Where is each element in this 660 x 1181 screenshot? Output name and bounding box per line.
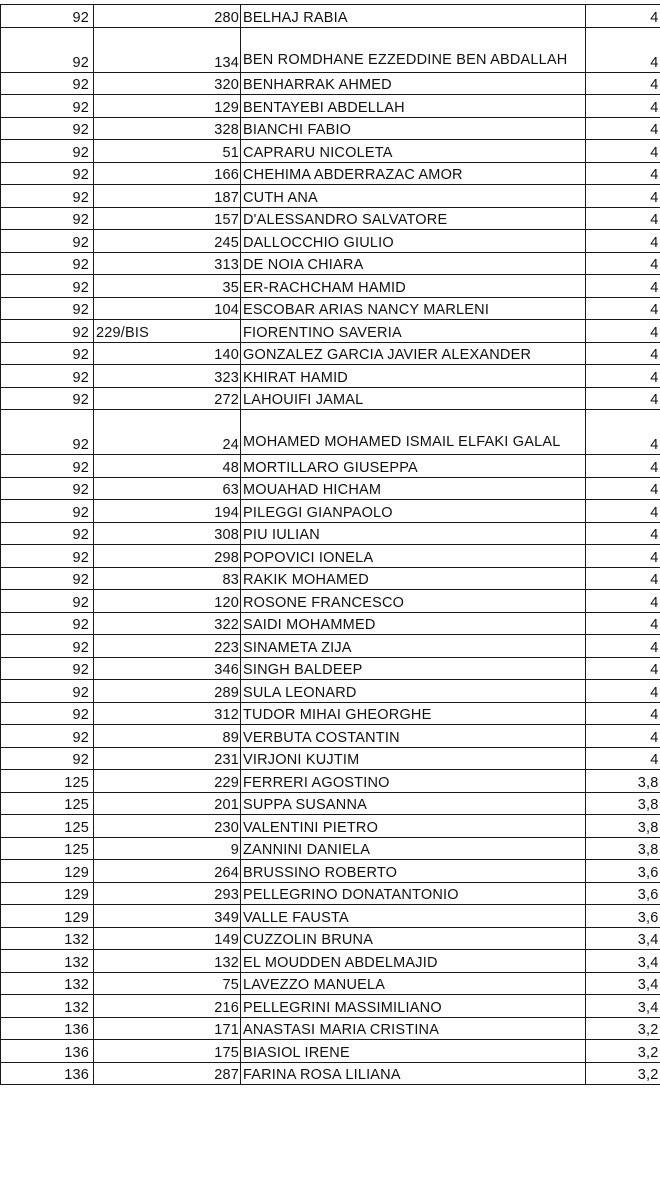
score-cell: 3,6	[586, 882, 660, 905]
table-row	[1, 657, 660, 680]
rank-cell: 92	[1, 207, 94, 230]
number-cell: 83	[164, 567, 241, 590]
score-cell: 4	[586, 162, 660, 185]
score-cell: 4	[586, 207, 660, 230]
rank-cell: 129	[1, 860, 94, 883]
name-cell: MOUAHAD HICHAM	[241, 477, 586, 500]
code-cell	[94, 657, 164, 680]
number-cell: 280	[164, 5, 241, 28]
rank-cell: 92	[1, 590, 94, 613]
code-cell	[94, 455, 164, 478]
number-cell: 48	[164, 455, 241, 478]
name-cell: ROSONE FRANCESCO	[241, 590, 586, 613]
number-cell: 149	[164, 927, 241, 950]
number-cell: 293	[164, 882, 241, 905]
score-cell: 3,4	[586, 927, 660, 950]
code-cell	[94, 905, 164, 928]
score-cell: 4	[586, 117, 660, 140]
rank-cell: 92	[1, 500, 94, 523]
rank-cell: 125	[1, 792, 94, 815]
number-cell: 201	[164, 792, 241, 815]
score-cell: 4	[586, 545, 660, 568]
name-cell: SINAMETA ZIJA	[241, 635, 586, 658]
code-cell	[94, 342, 164, 365]
table-row	[1, 275, 660, 298]
code-cell	[94, 1062, 164, 1085]
rank-cell: 125	[1, 837, 94, 860]
code-cell	[94, 612, 164, 635]
code-cell	[94, 567, 164, 590]
rank-cell: 92	[1, 185, 94, 208]
score-cell: 4	[586, 185, 660, 208]
rank-cell: 92	[1, 635, 94, 658]
number-cell: 287	[164, 1062, 241, 1085]
name-cell: BENTAYEBI ABDELLAH	[241, 95, 586, 118]
name-cell: ER-RACHCHAM HAMID	[241, 275, 586, 298]
code-cell	[94, 162, 164, 185]
code-cell	[94, 5, 164, 28]
code-cell	[94, 860, 164, 883]
table-row	[1, 860, 660, 883]
name-cell: PILEGGI GIANPAOLO	[241, 500, 586, 523]
name-cell: RAKIK MOHAMED	[241, 567, 586, 590]
rank-cell: 125	[1, 770, 94, 793]
name-cell: PELLEGRINI MASSIMILIANO	[241, 995, 586, 1018]
score-cell: 3,8	[586, 837, 660, 860]
rank-cell: 132	[1, 950, 94, 973]
score-cell: 3,8	[586, 792, 660, 815]
ranking-table-body	[1, 5, 660, 1085]
rank-cell: 92	[1, 5, 94, 28]
code-cell	[94, 95, 164, 118]
code-cell	[94, 1017, 164, 1040]
rank-cell: 92	[1, 365, 94, 388]
number-cell: 346	[164, 657, 241, 680]
table-row	[1, 342, 660, 365]
name-cell: FIORENTINO SAVERIA	[241, 320, 586, 343]
rank-cell: 92	[1, 162, 94, 185]
rank-cell: 92	[1, 95, 94, 118]
name-cell: DALLOCCHIO GIULIO	[241, 230, 586, 253]
table-row	[1, 5, 660, 28]
name-cell: DE NOIA CHIARA	[241, 252, 586, 275]
name-cell: CHEHIMA ABDERRAZAC AMOR	[241, 162, 586, 185]
rank-cell: 136	[1, 1062, 94, 1085]
name-cell: VALLE FAUSTA	[241, 905, 586, 928]
table-row	[1, 950, 660, 973]
score-cell: 4	[586, 567, 660, 590]
table-row	[1, 815, 660, 838]
score-cell: 4	[586, 455, 660, 478]
rank-cell: 92	[1, 320, 94, 343]
code-cell	[94, 297, 164, 320]
table-row	[1, 770, 660, 793]
table-row	[1, 27, 660, 72]
score-cell: 4	[586, 747, 660, 770]
code-cell	[94, 680, 164, 703]
rank-cell: 92	[1, 747, 94, 770]
name-cell: MOHAMED MOHAMED ISMAIL ELFAKI GALAL	[241, 410, 586, 455]
table-row	[1, 702, 660, 725]
score-cell: 3,4	[586, 972, 660, 995]
number-cell: 231	[164, 747, 241, 770]
code-cell	[94, 275, 164, 298]
rank-cell: 92	[1, 567, 94, 590]
name-cell: FARINA ROSA LILIANA	[241, 1062, 586, 1085]
score-cell: 4	[586, 410, 660, 455]
rank-cell: 129	[1, 882, 94, 905]
score-cell: 4	[586, 725, 660, 748]
name-cell: KHIRAT HAMID	[241, 365, 586, 388]
number-cell: 89	[164, 725, 241, 748]
number-cell: 289	[164, 680, 241, 703]
score-cell: 4	[586, 72, 660, 95]
name-cell: BENHARRAK AHMED	[241, 72, 586, 95]
score-cell: 4	[586, 387, 660, 410]
number-cell: 194	[164, 500, 241, 523]
name-cell: BIASIOL IRENE	[241, 1040, 586, 1063]
number-cell: 120	[164, 590, 241, 613]
rank-cell: 92	[1, 230, 94, 253]
number-cell: 35	[164, 275, 241, 298]
score-cell: 4	[586, 477, 660, 500]
table-row	[1, 545, 660, 568]
name-cell: CUTH ANA	[241, 185, 586, 208]
code-cell	[94, 27, 164, 72]
rank-cell: 132	[1, 995, 94, 1018]
number-cell: 272	[164, 387, 241, 410]
number-cell: 171	[164, 1017, 241, 1040]
rank-cell: 92	[1, 702, 94, 725]
table-row	[1, 455, 660, 478]
table-row	[1, 882, 660, 905]
code-cell	[94, 252, 164, 275]
table-row	[1, 747, 660, 770]
code-cell	[94, 185, 164, 208]
number-cell: 230	[164, 815, 241, 838]
score-cell: 4	[586, 522, 660, 545]
code-cell	[94, 635, 164, 658]
number-cell: 229	[164, 770, 241, 793]
score-cell: 3,4	[586, 950, 660, 973]
name-cell: BELHAJ RABIA	[241, 5, 586, 28]
code-cell	[94, 1040, 164, 1063]
number-cell: 349	[164, 905, 241, 928]
ranking-sheet	[0, 4, 660, 1085]
name-cell: PELLEGRINO DONATANTONIO	[241, 882, 586, 905]
rank-cell: 92	[1, 545, 94, 568]
name-cell: PIU IULIAN	[241, 522, 586, 545]
name-cell: POPOVICI IONELA	[241, 545, 586, 568]
table-row	[1, 207, 660, 230]
rank-cell: 92	[1, 27, 94, 72]
number-cell: 308	[164, 522, 241, 545]
table-row	[1, 522, 660, 545]
number-cell: 298	[164, 545, 241, 568]
score-cell: 4	[586, 297, 660, 320]
code-cell	[94, 230, 164, 253]
score-cell: 4	[586, 342, 660, 365]
rank-cell: 92	[1, 455, 94, 478]
table-row	[1, 72, 660, 95]
number-cell: 24	[164, 410, 241, 455]
table-row	[1, 410, 660, 455]
code-cell	[94, 500, 164, 523]
name-cell: CAPRARU NICOLETA	[241, 140, 586, 163]
table-row	[1, 297, 660, 320]
rank-cell: 92	[1, 342, 94, 365]
score-cell: 4	[586, 140, 660, 163]
table-row	[1, 500, 660, 523]
number-cell: 264	[164, 860, 241, 883]
rank-cell: 92	[1, 72, 94, 95]
name-cell: LAVEZZO MANUELA	[241, 972, 586, 995]
code-cell: 229/BIS	[94, 320, 164, 343]
table-row	[1, 1017, 660, 1040]
table-row	[1, 927, 660, 950]
code-cell	[94, 545, 164, 568]
score-cell: 3,6	[586, 905, 660, 928]
score-cell: 3,4	[586, 995, 660, 1018]
code-cell	[94, 725, 164, 748]
rank-cell: 92	[1, 252, 94, 275]
table-row	[1, 140, 660, 163]
rank-cell: 92	[1, 117, 94, 140]
table-row	[1, 837, 660, 860]
code-cell	[94, 927, 164, 950]
rank-cell: 92	[1, 477, 94, 500]
table-row	[1, 567, 660, 590]
name-cell: LAHOUIFI JAMAL	[241, 387, 586, 410]
score-cell: 4	[586, 590, 660, 613]
name-cell: SULA LEONARD	[241, 680, 586, 703]
name-cell: CUZZOLIN BRUNA	[241, 927, 586, 950]
number-cell: 132	[164, 950, 241, 973]
rank-cell: 132	[1, 927, 94, 950]
name-cell: SINGH BALDEEP	[241, 657, 586, 680]
score-cell: 4	[586, 500, 660, 523]
code-cell	[94, 747, 164, 770]
code-cell	[94, 140, 164, 163]
number-cell: 223	[164, 635, 241, 658]
score-cell: 3,8	[586, 770, 660, 793]
table-row	[1, 635, 660, 658]
number-cell: 134	[164, 27, 241, 72]
table-row	[1, 387, 660, 410]
number-cell: 328	[164, 117, 241, 140]
number-cell	[164, 320, 241, 343]
code-cell	[94, 702, 164, 725]
code-cell	[94, 387, 164, 410]
score-cell: 4	[586, 365, 660, 388]
name-cell: EL MOUDDEN ABDELMAJID	[241, 950, 586, 973]
name-cell: SAIDI MOHAMMED	[241, 612, 586, 635]
score-cell: 3,2	[586, 1062, 660, 1085]
name-cell: SUPPA SUSANNA	[241, 792, 586, 815]
number-cell: 313	[164, 252, 241, 275]
number-cell: 104	[164, 297, 241, 320]
name-cell: TUDOR MIHAI GHEORGHE	[241, 702, 586, 725]
rank-cell: 92	[1, 410, 94, 455]
score-cell: 4	[586, 275, 660, 298]
rank-cell: 132	[1, 972, 94, 995]
name-cell: D'ALESSANDRO SALVATORE	[241, 207, 586, 230]
score-cell: 4	[586, 95, 660, 118]
name-cell: FERRERI AGOSTINO	[241, 770, 586, 793]
code-cell	[94, 410, 164, 455]
code-cell	[94, 365, 164, 388]
rank-cell: 92	[1, 297, 94, 320]
rank-cell: 136	[1, 1040, 94, 1063]
table-row	[1, 252, 660, 275]
name-cell: ZANNINI DANIELA	[241, 837, 586, 860]
code-cell	[94, 815, 164, 838]
number-cell: 322	[164, 612, 241, 635]
rank-cell: 92	[1, 612, 94, 635]
name-cell: VALENTINI PIETRO	[241, 815, 586, 838]
code-cell	[94, 950, 164, 973]
table-row	[1, 792, 660, 815]
name-cell: GONZALEZ GARCIA JAVIER ALEXANDER	[241, 342, 586, 365]
number-cell: 140	[164, 342, 241, 365]
table-row	[1, 477, 660, 500]
rank-cell: 92	[1, 140, 94, 163]
score-cell: 4	[586, 27, 660, 72]
name-cell: ESCOBAR ARIAS NANCY MARLENI	[241, 297, 586, 320]
score-cell: 3,2	[586, 1040, 660, 1063]
table-row	[1, 972, 660, 995]
code-cell	[94, 972, 164, 995]
rank-cell: 92	[1, 725, 94, 748]
score-cell: 4	[586, 5, 660, 28]
code-cell	[94, 522, 164, 545]
number-cell: 187	[164, 185, 241, 208]
code-cell	[94, 837, 164, 860]
score-cell: 4	[586, 612, 660, 635]
table-row	[1, 590, 660, 613]
table-row	[1, 680, 660, 703]
code-cell	[94, 477, 164, 500]
number-cell: 245	[164, 230, 241, 253]
table-row	[1, 725, 660, 748]
table-row	[1, 230, 660, 253]
score-cell: 4	[586, 252, 660, 275]
number-cell: 129	[164, 95, 241, 118]
rank-cell: 136	[1, 1017, 94, 1040]
score-cell: 4	[586, 230, 660, 253]
table-row	[1, 320, 660, 343]
number-cell: 323	[164, 365, 241, 388]
rank-cell: 125	[1, 815, 94, 838]
table-row	[1, 185, 660, 208]
number-cell: 175	[164, 1040, 241, 1063]
code-cell	[94, 590, 164, 613]
number-cell: 166	[164, 162, 241, 185]
score-cell: 4	[586, 657, 660, 680]
rank-cell: 92	[1, 680, 94, 703]
score-cell: 3,8	[586, 815, 660, 838]
ranking-table	[0, 4, 660, 1085]
code-cell	[94, 792, 164, 815]
table-row	[1, 905, 660, 928]
code-cell	[94, 770, 164, 793]
table-row	[1, 995, 660, 1018]
name-cell: VIRJONI KUJTIM	[241, 747, 586, 770]
number-cell: 157	[164, 207, 241, 230]
code-cell	[94, 72, 164, 95]
rank-cell: 92	[1, 387, 94, 410]
name-cell: MORTILLARO GIUSEPPA	[241, 455, 586, 478]
number-cell: 216	[164, 995, 241, 1018]
score-cell: 4	[586, 702, 660, 725]
table-row	[1, 612, 660, 635]
table-row	[1, 1040, 660, 1063]
table-row	[1, 117, 660, 140]
name-cell: BIANCHI FABIO	[241, 117, 586, 140]
number-cell: 312	[164, 702, 241, 725]
rank-cell: 92	[1, 522, 94, 545]
name-cell: BEN ROMDHANE EZZEDDINE BEN ABDALLAH	[241, 27, 586, 72]
score-cell: 4	[586, 680, 660, 703]
rank-cell: 92	[1, 275, 94, 298]
number-cell: 75	[164, 972, 241, 995]
number-cell: 63	[164, 477, 241, 500]
name-cell: BRUSSINO ROBERTO	[241, 860, 586, 883]
table-row	[1, 162, 660, 185]
code-cell	[94, 117, 164, 140]
table-row	[1, 95, 660, 118]
code-cell	[94, 207, 164, 230]
table-row	[1, 1062, 660, 1085]
score-cell: 4	[586, 635, 660, 658]
code-cell	[94, 882, 164, 905]
rank-cell: 92	[1, 657, 94, 680]
number-cell: 9	[164, 837, 241, 860]
score-cell: 3,6	[586, 860, 660, 883]
name-cell: ANASTASI MARIA CRISTINA	[241, 1017, 586, 1040]
number-cell: 320	[164, 72, 241, 95]
rank-cell: 129	[1, 905, 94, 928]
score-cell: 3,2	[586, 1017, 660, 1040]
code-cell	[94, 995, 164, 1018]
score-cell: 4	[586, 320, 660, 343]
name-cell: VERBUTA COSTANTIN	[241, 725, 586, 748]
number-cell: 51	[164, 140, 241, 163]
table-row	[1, 365, 660, 388]
